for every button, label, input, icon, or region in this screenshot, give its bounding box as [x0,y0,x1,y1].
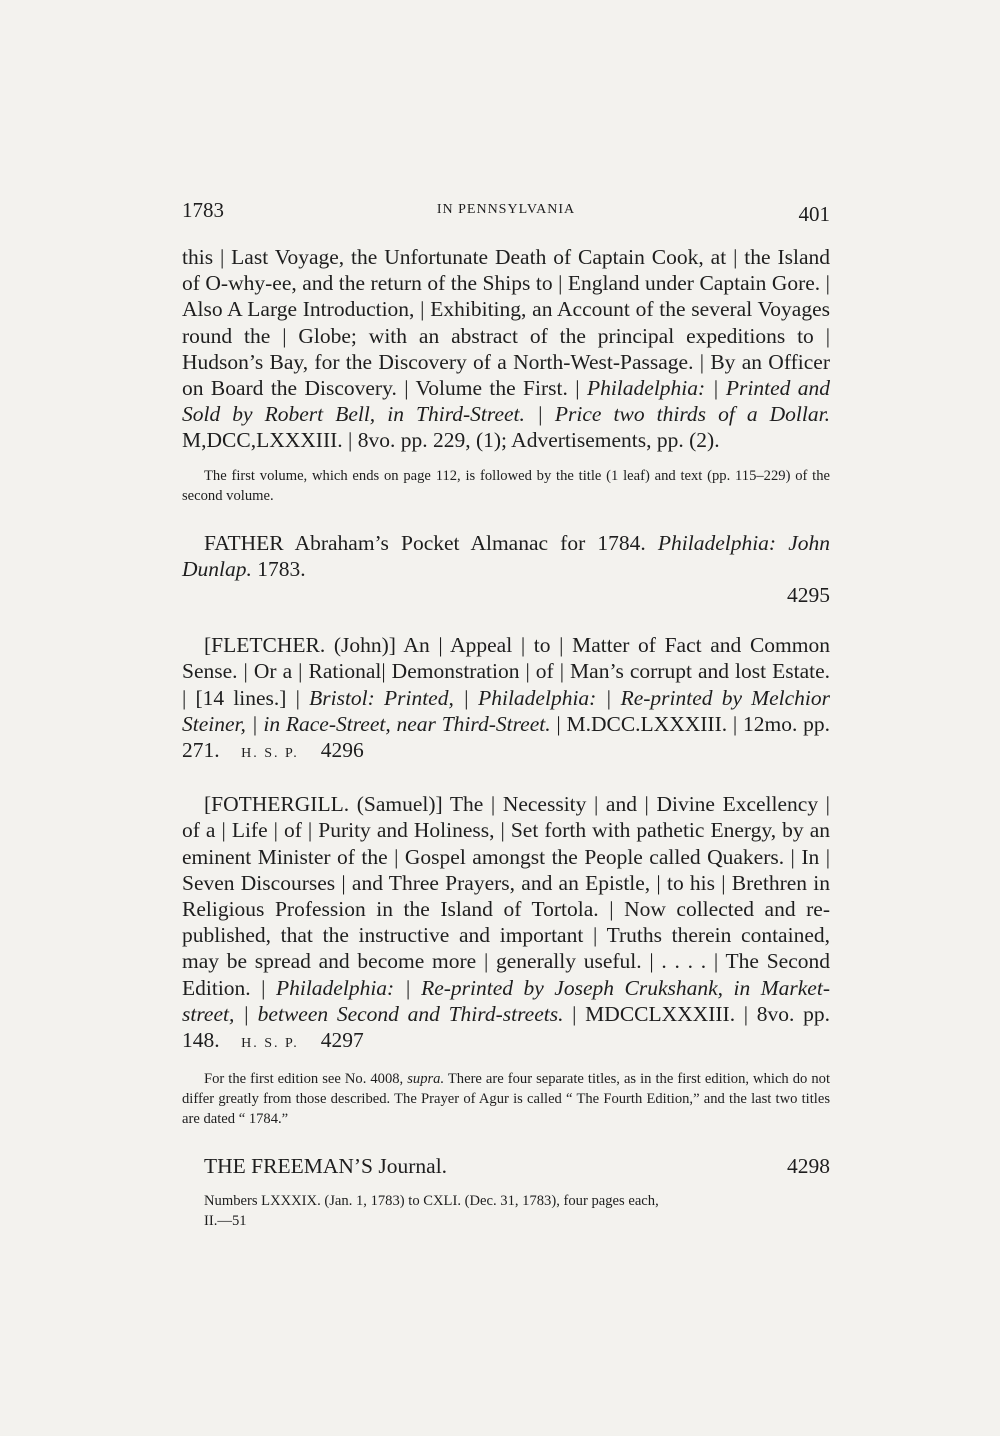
entry-4296-imprint: Bristol: Printed, | Philadelphia: | Re-printed by Melchior Steiner, | in Race-Street, near Third-Street. [182,685,830,736]
entry-4295 [182,530,830,609]
running-title: IN PENNSYLVANIA [436,202,576,217]
header-year: 1783 [182,198,224,222]
entry-4296-location: H. S. P. [241,746,299,762]
page-number: 401 [798,202,830,226]
entry-4295-imprint: Philadelphia: John Dunlap. [182,530,830,581]
entry-4297-title: [FOTHERGILL. (Samuel)] The | Necessity | and | Divine Excellency | of a | Life | of | Purity and Holiness, | Set forth with pathetic Energy, by an eminent Minister of the | Gospel amongst the People called Quakers. | In | Seven Discourses | and Three Prayers, and an Epistle, | to his | Brethren in Religious Profession in the Island of Tortola. | Now collected and re-published, that the instructive and important | Truths therein contained, may be spread and become more | generally useful. | . . . . | The Second Edition. | [182,792,830,1000]
continuation-text: this | Last Voyage, the Unfortunate Death of Captain Cook, at | the Island of O-why-ee, and the return of the Ships to | England under Captain Gore. | Also A Large Introduction, | Exhibiting, an Account of the several Voyages round the | Globe; with an abstract of the principal expeditions to | Hudson’s Bay, for the Discovery of a North-West-Passage. | By an Officer on Board the Discovery. | Volume the First. | [182,245,830,401]
entry-4297 [182,791,830,1057]
entry-4297-collation: | MDCCLXXXIII. | 8vo. pp. 148. [182,1001,830,1053]
entry-4298 [182,1153,830,1179]
entry-4297-imprint: Philadelphia: | Re-printed by Joseph Crukshank, in Market-street, | between Second and Third-streets. [182,975,830,1026]
entry-4298-title: THE FREEMAN’S Journal. [204,1154,448,1179]
entry-4298-note: Numbers LXXXIX. (Jan. 1, 1783) to CXLI. (Dec. 31, 1783), four pages each, [204,1193,659,1210]
entry-4297-number: 4297 [320,1028,364,1053]
page-body [182,244,830,1231]
continuation-imprint: Philadelphia: | Printed and Sold by Robert Bell, in Third-Street. | Price two thirds of a Dollar. [182,376,831,427]
continuation-note: The first volume, which ends on page 112, is followed by the title (1 leaf) and text (pp. 115–229) of the second volume. [182,467,830,504]
entry-4297-note-supra: supra. [407,1071,445,1088]
entry-4297-location: H. S. P. [241,1036,299,1052]
page-header [182,198,830,228]
entry-4295-number: 4295 [787,583,830,608]
entry-4297-note [182,1069,830,1129]
entry-4296-number: 4296 [320,738,364,763]
entry-4295-year: 1783. [251,556,306,581]
entry-4295-title: FATHER Abraham’s Pocket Almanac for 1784. [204,530,658,555]
entry-4297-note-b: There are four separate titles, as in the first edition, which do not differ greatly from those described. The Prayer of Agur is called “ The Fourth Edition,” and the last two titles are dated “ 1784.” [182,1071,830,1128]
entry-4296-collation: | M.DCC.LXXXIII. | 12mo. pp. 271. [182,711,830,763]
signature-mark: II.—51 [204,1213,247,1230]
continuation-collation: M,DCC,LXXXIII. | 8vo. pp. 229, (1); Advertisements, pp. (2). [182,428,720,453]
entry-4296 [182,632,830,767]
entry-4297-note-a: For the first edition see No. 4008, [204,1071,408,1088]
entry-4296-title: [FLETCHER. (John)] An | Appeal | to | Matter of Fact and Common Sense. | Or a | Rational| Demonstration | of | Man’s corrupt and lost Estate. | [14 lines.] | [182,633,830,710]
entry-4298-number: 4298 [787,1154,830,1179]
entry-continuation [182,244,830,454]
